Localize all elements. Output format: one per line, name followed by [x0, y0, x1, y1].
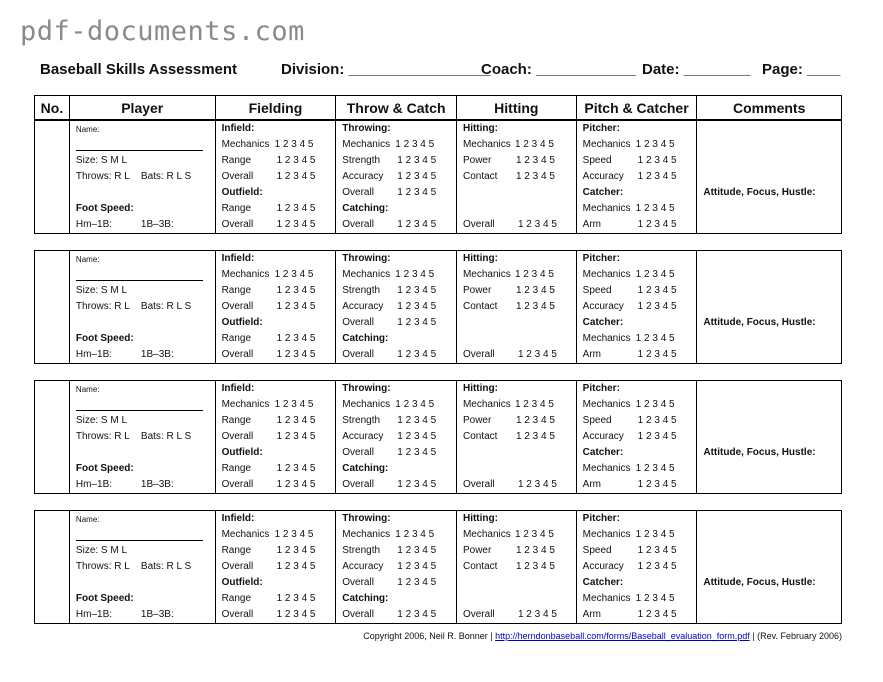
name-label: Name:: [75, 515, 100, 524]
catcher-mechanics: Mechanics 1 2 3 4 5: [582, 593, 675, 604]
comments-cell[interactable]: [697, 121, 841, 233]
date-field: Date: ________: [642, 61, 751, 78]
pitcher-accuracy: Accuracy 1 2 3 4 5: [582, 561, 677, 572]
player-cell: [70, 511, 216, 623]
hitting-contact: Contact 1 2 3 4 5: [462, 301, 555, 312]
pitch-catcher-cell: [577, 511, 698, 623]
name-label: Name:: [75, 385, 100, 394]
no-cell[interactable]: [35, 381, 70, 493]
player-block: [34, 250, 842, 364]
hm-1b-label: Hm–1B:: [75, 349, 113, 360]
size-label: Size: S M L: [75, 545, 128, 556]
outfield-label: Outfield:: [221, 577, 263, 588]
bats-label: Bats: R L S: [140, 171, 192, 182]
pitcher-mechanics: Mechanics 1 2 3 4 5: [582, 529, 675, 540]
infield-range: Range 1 2 3 4 5: [221, 285, 316, 296]
catching-overall: Overall 1 2 3 4 5: [342, 349, 437, 360]
pitcher-speed: Speed 1 2 3 4 5: [582, 545, 677, 556]
hm-1b-label: Hm–1B:: [75, 609, 113, 620]
throwing-accuracy: Accuracy 1 2 3 4 5: [342, 171, 437, 182]
throws-label: Throws: R L: [75, 171, 130, 182]
throwing-overall: Overall 1 2 3 4 5: [342, 187, 437, 198]
outfield-overall: Overall 1 2 3 4 5: [221, 479, 316, 490]
hm-1b-label: Hm–1B:: [75, 479, 113, 490]
hitting-mechanics: Mechanics 1 2 3 4 5: [462, 139, 554, 150]
player-block: [34, 510, 842, 624]
foot-speed-label: Foot Speed:: [75, 463, 134, 474]
name-label: Name:: [75, 125, 100, 134]
col-fielding: Fielding: [216, 96, 337, 119]
foot-speed-label: Foot Speed:: [75, 593, 134, 604]
name-line[interactable]: [76, 280, 203, 281]
pitcher-label: Pitcher:: [582, 253, 620, 264]
pitcher-label: Pitcher:: [582, 123, 620, 134]
throws-label: Throws: R L: [75, 561, 130, 572]
outfield-range: Range 1 2 3 4 5: [221, 593, 316, 604]
catcher-mechanics: Mechanics 1 2 3 4 5: [582, 463, 675, 474]
outfield-label: Outfield:: [221, 447, 263, 458]
throwing-accuracy: Accuracy 1 2 3 4 5: [342, 561, 437, 572]
outfield-range: Range 1 2 3 4 5: [221, 203, 316, 214]
col-pitch-catcher: Pitch & Catcher: [577, 96, 698, 119]
outfield-overall: Overall 1 2 3 4 5: [221, 219, 316, 230]
outfield-overall: Overall 1 2 3 4 5: [221, 609, 316, 620]
table-header: [34, 95, 842, 120]
outfield-label: Outfield:: [221, 317, 263, 328]
pitcher-accuracy: Accuracy 1 2 3 4 5: [582, 171, 677, 182]
outfield-range: Range 1 2 3 4 5: [221, 333, 316, 344]
infield-label: Infield:: [221, 513, 255, 524]
col-throw-catch: Throw & Catch: [336, 96, 457, 119]
footer: [363, 631, 842, 641]
fielding-cell: [216, 381, 337, 493]
throwing-label: Throwing:: [342, 383, 391, 394]
hitting-power: Power 1 2 3 4 5: [462, 155, 555, 166]
hitting-cell: [457, 511, 577, 623]
infield-label: Infield:: [221, 123, 255, 134]
infield-overall: Overall 1 2 3 4 5: [221, 561, 316, 572]
pitcher-label: Pitcher:: [582, 513, 620, 524]
comments-label: Attitude, Focus, Hustle:: [703, 577, 816, 588]
catcher-arm: Arm 1 2 3 4 5: [582, 609, 677, 620]
pitcher-speed: Speed 1 2 3 4 5: [582, 415, 677, 426]
pitcher-label: Pitcher:: [582, 383, 620, 394]
no-cell[interactable]: [35, 121, 70, 233]
throwing-mechanics: Mechanics 1 2 3 4 5: [342, 269, 435, 280]
throwing-mechanics: Mechanics 1 2 3 4 5: [342, 399, 435, 410]
hitting-mechanics: Mechanics 1 2 3 4 5: [462, 399, 554, 410]
watermark: pdf-documents.com: [20, 16, 305, 47]
pitcher-accuracy: Accuracy 1 2 3 4 5: [582, 431, 677, 442]
pitcher-mechanics: Mechanics 1 2 3 4 5: [582, 139, 675, 150]
catcher-mechanics: Mechanics 1 2 3 4 5: [582, 333, 675, 344]
comments-cell[interactable]: [697, 511, 841, 623]
outfield-range: Range 1 2 3 4 5: [221, 463, 316, 474]
throwing-label: Throwing:: [342, 123, 391, 134]
throwing-mechanics: Mechanics 1 2 3 4 5: [342, 139, 435, 150]
throws-label: Throws: R L: [75, 301, 130, 312]
pitch-catcher-cell: [577, 251, 698, 363]
infield-overall: Overall 1 2 3 4 5: [221, 171, 316, 182]
page-field: Page: ____: [762, 61, 841, 78]
pitch-catcher-cell: [577, 381, 698, 493]
catcher-label: Catcher:: [582, 317, 624, 328]
pitch-catcher-cell: [577, 121, 698, 233]
hitting-power: Power 1 2 3 4 5: [462, 545, 555, 556]
throwing-label: Throwing:: [342, 513, 391, 524]
hitting-cell: [457, 381, 577, 493]
form-title: Baseball Skills Assessment: [40, 61, 238, 78]
throwing-strength: Strength 1 2 3 4 5: [342, 545, 437, 556]
1b-3b-label: 1B–3B:: [140, 219, 174, 230]
size-label: Size: S M L: [75, 415, 128, 426]
hm-1b-label: Hm–1B:: [75, 219, 113, 230]
throw-catch-cell: [336, 381, 457, 493]
bats-label: Bats: R L S: [140, 301, 192, 312]
1b-3b-label: 1B–3B:: [140, 609, 174, 620]
catcher-arm: Arm 1 2 3 4 5: [582, 479, 677, 490]
catcher-arm: Arm 1 2 3 4 5: [582, 349, 677, 360]
catching-label: Catching:: [342, 593, 389, 604]
catcher-label: Catcher:: [582, 447, 624, 458]
infield-label: Infield:: [221, 383, 255, 394]
pitcher-accuracy: Accuracy 1 2 3 4 5: [582, 301, 677, 312]
pitcher-mechanics: Mechanics 1 2 3 4 5: [582, 399, 675, 410]
pitcher-mechanics: Mechanics 1 2 3 4 5: [582, 269, 675, 280]
hitting-mechanics: Mechanics 1 2 3 4 5: [462, 529, 554, 540]
bats-label: Bats: R L S: [140, 561, 192, 572]
catching-overall: Overall 1 2 3 4 5: [342, 609, 437, 620]
infield-label: Infield:: [221, 253, 255, 264]
throws-label: Throws: R L: [75, 431, 130, 442]
infield-mechanics: Mechanics 1 2 3 4 5: [221, 139, 314, 150]
col-player: Player: [70, 96, 216, 119]
catching-label: Catching:: [342, 203, 389, 214]
infield-overall: Overall 1 2 3 4 5: [221, 301, 316, 312]
col-comments: Comments: [733, 99, 806, 116]
throwing-accuracy: Accuracy 1 2 3 4 5: [342, 431, 437, 442]
catching-overall: Overall 1 2 3 4 5: [342, 479, 437, 490]
throwing-strength: Strength 1 2 3 4 5: [342, 285, 437, 296]
throwing-label: Throwing:: [342, 253, 391, 264]
hitting-overall: Overall 1 2 3 4 5: [462, 349, 557, 360]
pitcher-speed: Speed 1 2 3 4 5: [582, 155, 677, 166]
1b-3b-label: 1B–3B:: [140, 349, 174, 360]
fielding-cell: [216, 251, 337, 363]
col-no: No.: [35, 96, 70, 119]
hitting-contact: Contact 1 2 3 4 5: [462, 171, 555, 182]
bats-label: Bats: R L S: [140, 431, 192, 442]
hitting-power: Power 1 2 3 4 5: [462, 415, 555, 426]
hitting-label: Hitting:: [462, 513, 498, 524]
player-cell: [70, 251, 216, 363]
throw-catch-cell: [336, 121, 457, 233]
infield-range: Range 1 2 3 4 5: [221, 545, 316, 556]
name-line[interactable]: [76, 150, 203, 151]
outfield-overall: Overall 1 2 3 4 5: [221, 349, 316, 360]
name-line[interactable]: [76, 410, 203, 411]
size-label: Size: S M L: [75, 155, 128, 166]
pitcher-speed: Speed 1 2 3 4 5: [582, 285, 677, 296]
catching-label: Catching:: [342, 463, 389, 474]
infield-mechanics: Mechanics 1 2 3 4 5: [221, 529, 314, 540]
no-cell[interactable]: [35, 511, 70, 623]
foot-speed-label: Foot Speed:: [75, 203, 134, 214]
comments-cell[interactable]: [697, 251, 841, 363]
catching-label: Catching:: [342, 333, 389, 344]
catcher-arm: Arm 1 2 3 4 5: [582, 219, 677, 230]
no-cell[interactable]: [35, 251, 70, 363]
fielding-cell: [216, 511, 337, 623]
throwing-mechanics: Mechanics 1 2 3 4 5: [342, 529, 435, 540]
infield-mechanics: Mechanics 1 2 3 4 5: [221, 269, 314, 280]
hitting-label: Hitting:: [462, 123, 498, 134]
name-label: Name:: [75, 255, 100, 264]
player-cell: [70, 121, 216, 233]
coach-field: Coach: ____________: [481, 61, 637, 78]
hitting-cell: [457, 251, 577, 363]
hitting-overall: Overall 1 2 3 4 5: [462, 609, 557, 620]
catcher-label: Catcher:: [582, 187, 624, 198]
hitting-power: Power 1 2 3 4 5: [462, 285, 555, 296]
infield-range: Range 1 2 3 4 5: [221, 415, 316, 426]
hitting-contact: Contact 1 2 3 4 5: [462, 561, 555, 572]
col-hitting: Hitting: [457, 96, 577, 119]
copyright-text: Copyright 2006, Neil R. Bonner |: [363, 631, 496, 641]
1b-3b-label: 1B–3B:: [140, 479, 174, 490]
comments-cell[interactable]: [697, 381, 841, 493]
name-line[interactable]: [76, 540, 203, 541]
form-header: [40, 61, 843, 81]
comments-label: Attitude, Focus, Hustle:: [703, 447, 816, 458]
form-link[interactable]: http://herndonbaseball.com/forms/Baseball_evaluation_form.pdf: [495, 631, 750, 641]
infield-overall: Overall 1 2 3 4 5: [221, 431, 316, 442]
revision-text: | (Rev. February 2006): [749, 631, 842, 641]
player-block: [34, 120, 842, 234]
comments-label: Attitude, Focus, Hustle:: [703, 187, 816, 198]
fielding-cell: [216, 121, 337, 233]
hitting-overall: Overall 1 2 3 4 5: [462, 479, 557, 490]
hitting-mechanics: Mechanics 1 2 3 4 5: [462, 269, 554, 280]
hitting-label: Hitting:: [462, 383, 498, 394]
throwing-strength: Strength 1 2 3 4 5: [342, 155, 437, 166]
catching-overall: Overall 1 2 3 4 5: [342, 219, 437, 230]
infield-range: Range 1 2 3 4 5: [221, 155, 316, 166]
player-cell: [70, 381, 216, 493]
hitting-cell: [457, 121, 577, 233]
hitting-label: Hitting:: [462, 253, 498, 264]
comments-label: Attitude, Focus, Hustle:: [703, 317, 816, 328]
hitting-overall: Overall 1 2 3 4 5: [462, 219, 557, 230]
hitting-contact: Contact 1 2 3 4 5: [462, 431, 555, 442]
throwing-overall: Overall 1 2 3 4 5: [342, 317, 437, 328]
player-block: [34, 380, 842, 494]
throwing-overall: Overall 1 2 3 4 5: [342, 577, 437, 588]
infield-mechanics: Mechanics 1 2 3 4 5: [221, 399, 314, 410]
catcher-label: Catcher:: [582, 577, 624, 588]
size-label: Size: S M L: [75, 285, 128, 296]
foot-speed-label: Foot Speed:: [75, 333, 134, 344]
catcher-mechanics: Mechanics 1 2 3 4 5: [582, 203, 675, 214]
throwing-accuracy: Accuracy 1 2 3 4 5: [342, 301, 437, 312]
division-field: Division: _________________: [281, 61, 491, 78]
throwing-strength: Strength 1 2 3 4 5: [342, 415, 437, 426]
throw-catch-cell: [336, 511, 457, 623]
throw-catch-cell: [336, 251, 457, 363]
throwing-overall: Overall 1 2 3 4 5: [342, 447, 437, 458]
outfield-label: Outfield:: [221, 187, 263, 198]
